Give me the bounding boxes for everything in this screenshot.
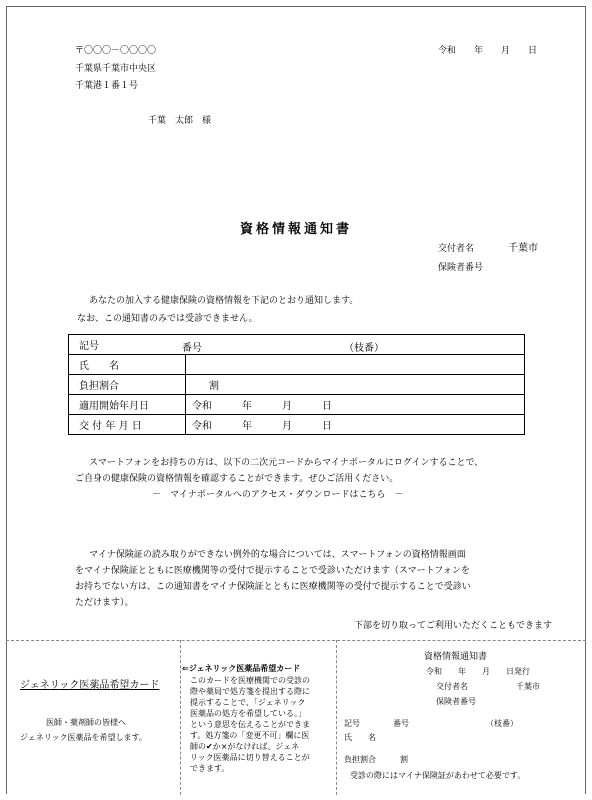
- generic-explain-line: このカードを医療機関での受診の: [190, 676, 310, 685]
- mini-card-bango: 番号: [393, 719, 409, 728]
- mini-card-name-label: 氏 名: [344, 733, 376, 742]
- postal-code: 〒〇〇〇－〇〇〇〇: [75, 46, 157, 56]
- name-value: [186, 355, 525, 375]
- qualification-table: [68, 334, 525, 435]
- edaban-label: （枝番）: [344, 343, 384, 354]
- mini-card-title: 資格情報通知書: [424, 652, 488, 662]
- start-date-value: 令和 年 月 日: [186, 395, 525, 415]
- issue-date-label: 交 付 年 月 日: [69, 415, 186, 435]
- mini-card-edaban: （枝番）: [486, 719, 518, 728]
- mini-card-insurer-label: 保険者番号: [436, 697, 476, 706]
- recipient-name: 千葉 太郎 様: [148, 116, 212, 126]
- mini-card-kigo: 記号: [344, 719, 360, 728]
- kigo-label: 記号: [79, 341, 99, 352]
- generic-explain-line: 提示することで、「ジェネリック: [190, 698, 306, 707]
- generic-explain-line: という意思を伝えることができま: [190, 720, 310, 729]
- address-line-2: 千葉港１番１号: [75, 81, 139, 91]
- smartphone-line-2: ご自身の健康保険の資格情報を確認することができます。ぜひご活用ください。: [75, 474, 399, 484]
- table-row: [69, 335, 525, 355]
- mini-card-date: 令和 年 月 日発行: [426, 667, 530, 676]
- document-title: 資格情報通知書: [239, 222, 352, 237]
- burden-value: 割: [186, 375, 525, 395]
- mini-card-note: 受診の際にはマイナ保険証があわせて必要です。: [350, 771, 526, 780]
- generic-explain-line: 医薬品の処方を希望している。」: [190, 709, 306, 718]
- bango-label: 番号: [182, 343, 202, 354]
- mini-card-issuer-label: 交付者名: [436, 682, 468, 691]
- generic-explain-line: リック医薬品に切り替えることが: [190, 753, 310, 762]
- start-date-label: 適用開始年月日: [69, 395, 186, 415]
- name-label: 氏 名: [69, 355, 186, 375]
- table-row: [69, 415, 525, 435]
- cut-line-vertical-2: [336, 640, 337, 795]
- generic-explain-line: できます。: [190, 764, 230, 773]
- insurer-number-label: 保険者番号: [438, 263, 484, 273]
- table-row: [69, 395, 525, 415]
- exception-line-2: をマイナ保険証とともに医療機関等の受付で提示することで受診いただけます（スマートフォンを: [75, 566, 470, 576]
- generic-explain-line: す。処方箋の「変更不可」欄に医: [190, 731, 310, 740]
- generic-card-line-1: 医師・薬剤師の皆様へ: [46, 718, 126, 727]
- generic-explain-title: ⇐ジェネリック医薬品希望カード: [182, 664, 301, 673]
- exception-line-1: マイナ保険証の読み取りができない例外的な場合については、スマートフォンの資格情報画面: [89, 550, 466, 560]
- generic-explain-line: 師の✔か×がなければ、ジェネ: [190, 742, 300, 751]
- generic-card-line-2: ジェネリック医薬品を希望します。: [20, 733, 147, 742]
- issuer-name: 千葉市: [508, 243, 538, 254]
- intro-line-1: あなたの加入する健康保険の資格情報を下記のとおり通知します。: [89, 296, 359, 306]
- exception-line-3: お持ちでない方は、この通知書をマイナ保険証とともに医療機関等の受付で提示することで受診い: [75, 582, 471, 592]
- table-row: [69, 355, 525, 375]
- intro-line-2: なお、この通知書のみでは受診できません。: [77, 314, 258, 324]
- myna-portal-link[interactable]: － マイナポータルへのアクセス・ダウンロードはこちら －: [152, 490, 404, 500]
- table-row: [69, 375, 525, 395]
- generic-card-title: ジェネリック医薬品希望カード: [20, 680, 160, 691]
- address-line-1: 千葉県千葉市中央区: [75, 64, 157, 74]
- mini-card-issuer-name: 千葉市: [516, 682, 540, 691]
- smartphone-line-1: スマートフォンをお持ちの方は、以下の二次元コードからマイナポータルにログインすることで、: [89, 458, 484, 468]
- exception-line-4: ただけます）。: [75, 598, 134, 608]
- issuer-label: 交付者名: [438, 244, 475, 254]
- cut-line-vertical-1: [180, 640, 181, 795]
- mini-card-burden-unit: 割: [400, 755, 408, 764]
- burden-label: 負担割合: [69, 375, 186, 395]
- mini-card-burden-label: 負担割合: [344, 755, 376, 764]
- cut-line-horizontal: [6, 640, 586, 641]
- issue-date: 令和 年 月 日: [438, 46, 538, 56]
- issue-date-value: 令和 年 月 日: [186, 415, 525, 435]
- cut-note: 下部を切り取ってご利用いただくこともできます: [354, 621, 553, 631]
- generic-explain-line: 際や薬局で処方箋を提出する際に: [190, 687, 310, 696]
